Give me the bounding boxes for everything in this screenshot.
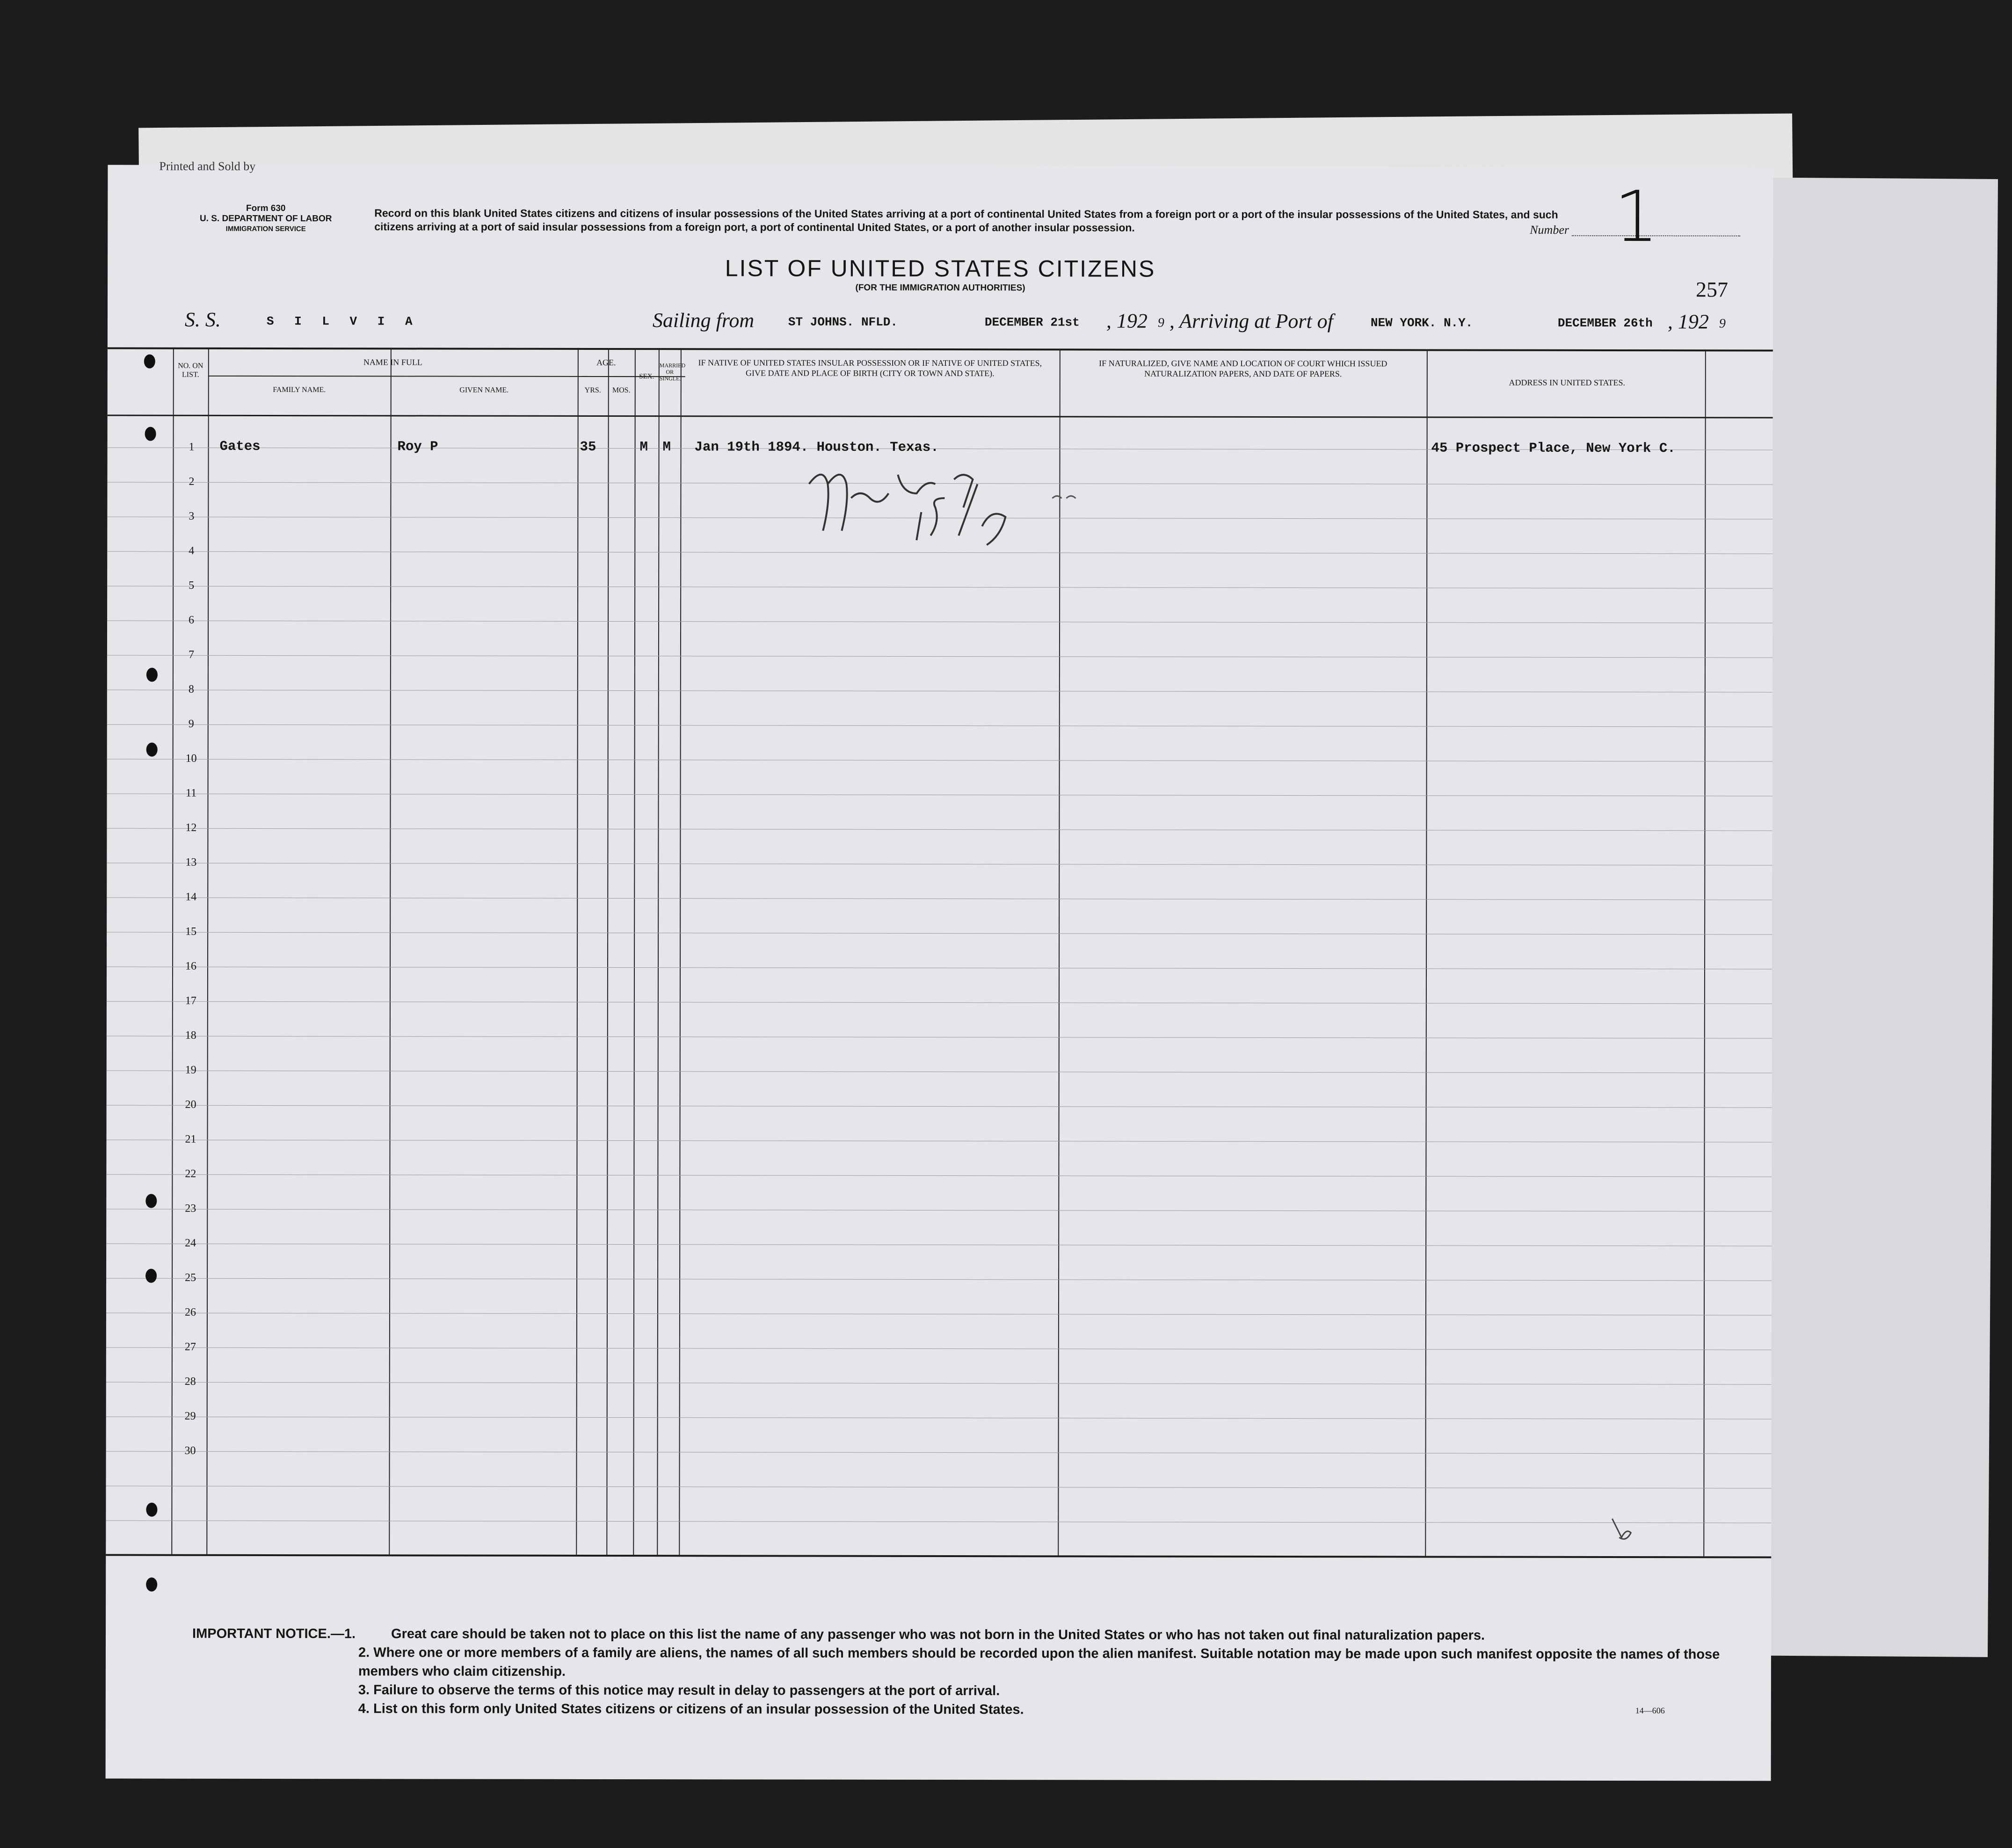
notice-label: IMPORTANT NOTICE.—1. — [192, 1626, 356, 1642]
binding-hole — [144, 355, 155, 369]
row-number: 27 — [184, 1341, 196, 1353]
row-number: 17 — [185, 994, 196, 1007]
arrival-year-prefix: , 192 — [1667, 310, 1709, 333]
col-line-0 — [171, 348, 174, 1554]
row-number: 20 — [185, 1098, 196, 1111]
col-line-7 — [679, 348, 682, 1555]
col-address: ADDRESS IN UNITED STATES. — [1509, 377, 1626, 388]
row-number: 15 — [185, 925, 197, 938]
sailing-label: Sailing from — [652, 309, 755, 332]
binding-hole — [145, 427, 156, 441]
col-age: AGE. — [596, 357, 616, 368]
notice-item: 4. List on this form only United States citizens or citizens of an insular possession of the United States. — [358, 1701, 1024, 1718]
row-number: 10 — [185, 752, 197, 765]
binding-hole — [146, 668, 158, 682]
row-number: 8 — [188, 683, 194, 696]
row-number: 22 — [185, 1167, 196, 1180]
department: U. S. DEPARTMENT OF LABOR — [199, 213, 332, 224]
row-number: 19 — [185, 1064, 196, 1076]
row-number: 26 — [184, 1306, 196, 1319]
col-sex: SEX. — [639, 373, 654, 381]
table-bottom-rule — [106, 1554, 1771, 1558]
row-number: 13 — [185, 856, 197, 869]
row-number: 11 — [185, 787, 197, 799]
binding-hole — [145, 1269, 157, 1283]
binding-hole — [146, 1578, 157, 1592]
voyage-line — [185, 308, 1729, 338]
row-number: 16 — [185, 960, 197, 972]
row-number: 21 — [185, 1133, 196, 1145]
notice-item: Great care should be taken not to place on this list the name of any passenger who was not born in the United States or who has not taken out final naturalization papers. — [391, 1626, 1485, 1643]
ss-label: S. S. — [184, 308, 221, 331]
arriving-label: , Arriving at Port of — [1169, 309, 1333, 333]
record-notice: Record on this blank United States citizens and citizens of insular possessions of the United States arriving at a port of continental United States from a foreign port or a port of the insular possessions of the United States, and such citizens arriving at a port of said insular possessions from a foreign port, a port of continental United States, or a port of another insular possession. — [374, 207, 1558, 234]
handwritten-annotation — [799, 456, 1174, 569]
ship-name: S I L V I A — [266, 314, 419, 329]
binding-hole — [145, 1194, 157, 1208]
row-number: 1 — [189, 441, 195, 453]
row-number: 4 — [189, 544, 195, 557]
row-number: 9 — [188, 717, 194, 730]
row-number: 12 — [185, 821, 197, 834]
page-subtitle: (FOR THE IMMIGRATION AUTHORITIES) — [855, 283, 1025, 293]
row-number: 2 — [189, 475, 195, 488]
row-number: 29 — [184, 1410, 196, 1422]
row-number: 25 — [185, 1271, 196, 1284]
printed-by: Printed and Sold by — [159, 159, 256, 173]
sailing-year-suffix: 9 — [1157, 315, 1164, 330]
number-label: Number — [1530, 223, 1569, 237]
col-married: MARRIED OR SINGLE. — [659, 362, 686, 382]
row-number: 30 — [184, 1444, 196, 1457]
col-line-2 — [389, 348, 392, 1554]
col-given-name: GIVEN NAME. — [459, 386, 509, 394]
row-number: 7 — [188, 648, 194, 661]
col-yrs: YRS. — [584, 386, 601, 394]
form-info — [144, 203, 387, 235]
from-port: ST JOHNS. NFLD. — [788, 315, 898, 329]
row-number: 23 — [185, 1202, 196, 1215]
col-no: NO. ON LIST. — [178, 362, 203, 379]
family-name-cell: Gates — [219, 438, 261, 454]
row-number: 18 — [185, 1029, 196, 1042]
arrival-date: DECEMBER 26th — [1557, 316, 1653, 331]
col-native: IF NATIVE OF UNITED STATES INSULAR POSSESSION OR IF NATIVE OF UNITED STATES, GIVE DATE AND PLACE OF BIRTH (CITY OR TOWN AND STATE). — [698, 358, 1042, 378]
handwritten-mark — [1607, 1514, 1635, 1542]
row-number: 28 — [184, 1375, 196, 1388]
col-name-in-full: NAME IN FULL — [363, 357, 422, 367]
col-line-1 — [206, 348, 209, 1554]
birth-cell: Jan 19th 1894. Houston. Texas. — [694, 439, 939, 455]
address-cell: 45 Prospect Place, New York C. — [1431, 440, 1676, 457]
age-yrs-cell: 35 — [580, 439, 596, 455]
row-number: 5 — [189, 579, 195, 592]
service: IMMIGRATION SERVICE — [225, 225, 306, 233]
col-line-10 — [1703, 349, 1706, 1556]
given-name-cell: Roy P — [397, 439, 438, 455]
row-number: 14 — [185, 891, 197, 903]
form-code: 14—606 — [1635, 1706, 1665, 1716]
notice-item: 2. Where one or more members of a family are aliens, the names of all such members should be recorded upon the alien manifest. Suitable notation may be made upon such manifest opposite the names of those members who claim citizenship. — [358, 1645, 1720, 1679]
col-line-5 — [633, 348, 636, 1555]
col-line-3 — [576, 348, 579, 1555]
sailing-date: DECEMBER 21st — [984, 315, 1080, 330]
row-number: 3 — [189, 510, 195, 522]
page-number: 257 — [1696, 277, 1729, 302]
row-number: 24 — [185, 1237, 196, 1249]
col-family-name: FAMILY NAME. — [273, 386, 326, 394]
binding-hole — [146, 1503, 157, 1517]
page-title: LIST OF UNITED STATES CITIZENS — [725, 255, 1156, 282]
married-cell: M — [662, 439, 671, 455]
col-line-9 — [1425, 349, 1428, 1556]
sailing-year-prefix: , 192 — [1106, 309, 1148, 333]
row-number: 6 — [189, 614, 195, 626]
col-line-6 — [657, 348, 660, 1555]
notice-item: 3. Failure to observe the terms of this notice may result in delay to passengers at the port of arrival. — [358, 1682, 1000, 1699]
sex-cell: M — [639, 439, 648, 455]
col-line-4 — [606, 348, 609, 1555]
arrival-year-suffix: 9 — [1719, 316, 1726, 331]
col-naturalized: IF NATURALIZED, GIVE NAME AND LOCATION OF COURT WHICH ISSUED NATURALIZATION PAPERS, AND DATE OF PAPERS. — [1099, 358, 1387, 379]
form-number: Form 630 — [246, 203, 286, 214]
number-value: 1 — [1614, 176, 1659, 258]
binding-hole — [146, 743, 158, 757]
manifest-form — [106, 159, 1773, 1781]
col-mos: MOS. — [612, 386, 631, 395]
arrival-port: NEW YORK. N.Y. — [1370, 316, 1473, 330]
